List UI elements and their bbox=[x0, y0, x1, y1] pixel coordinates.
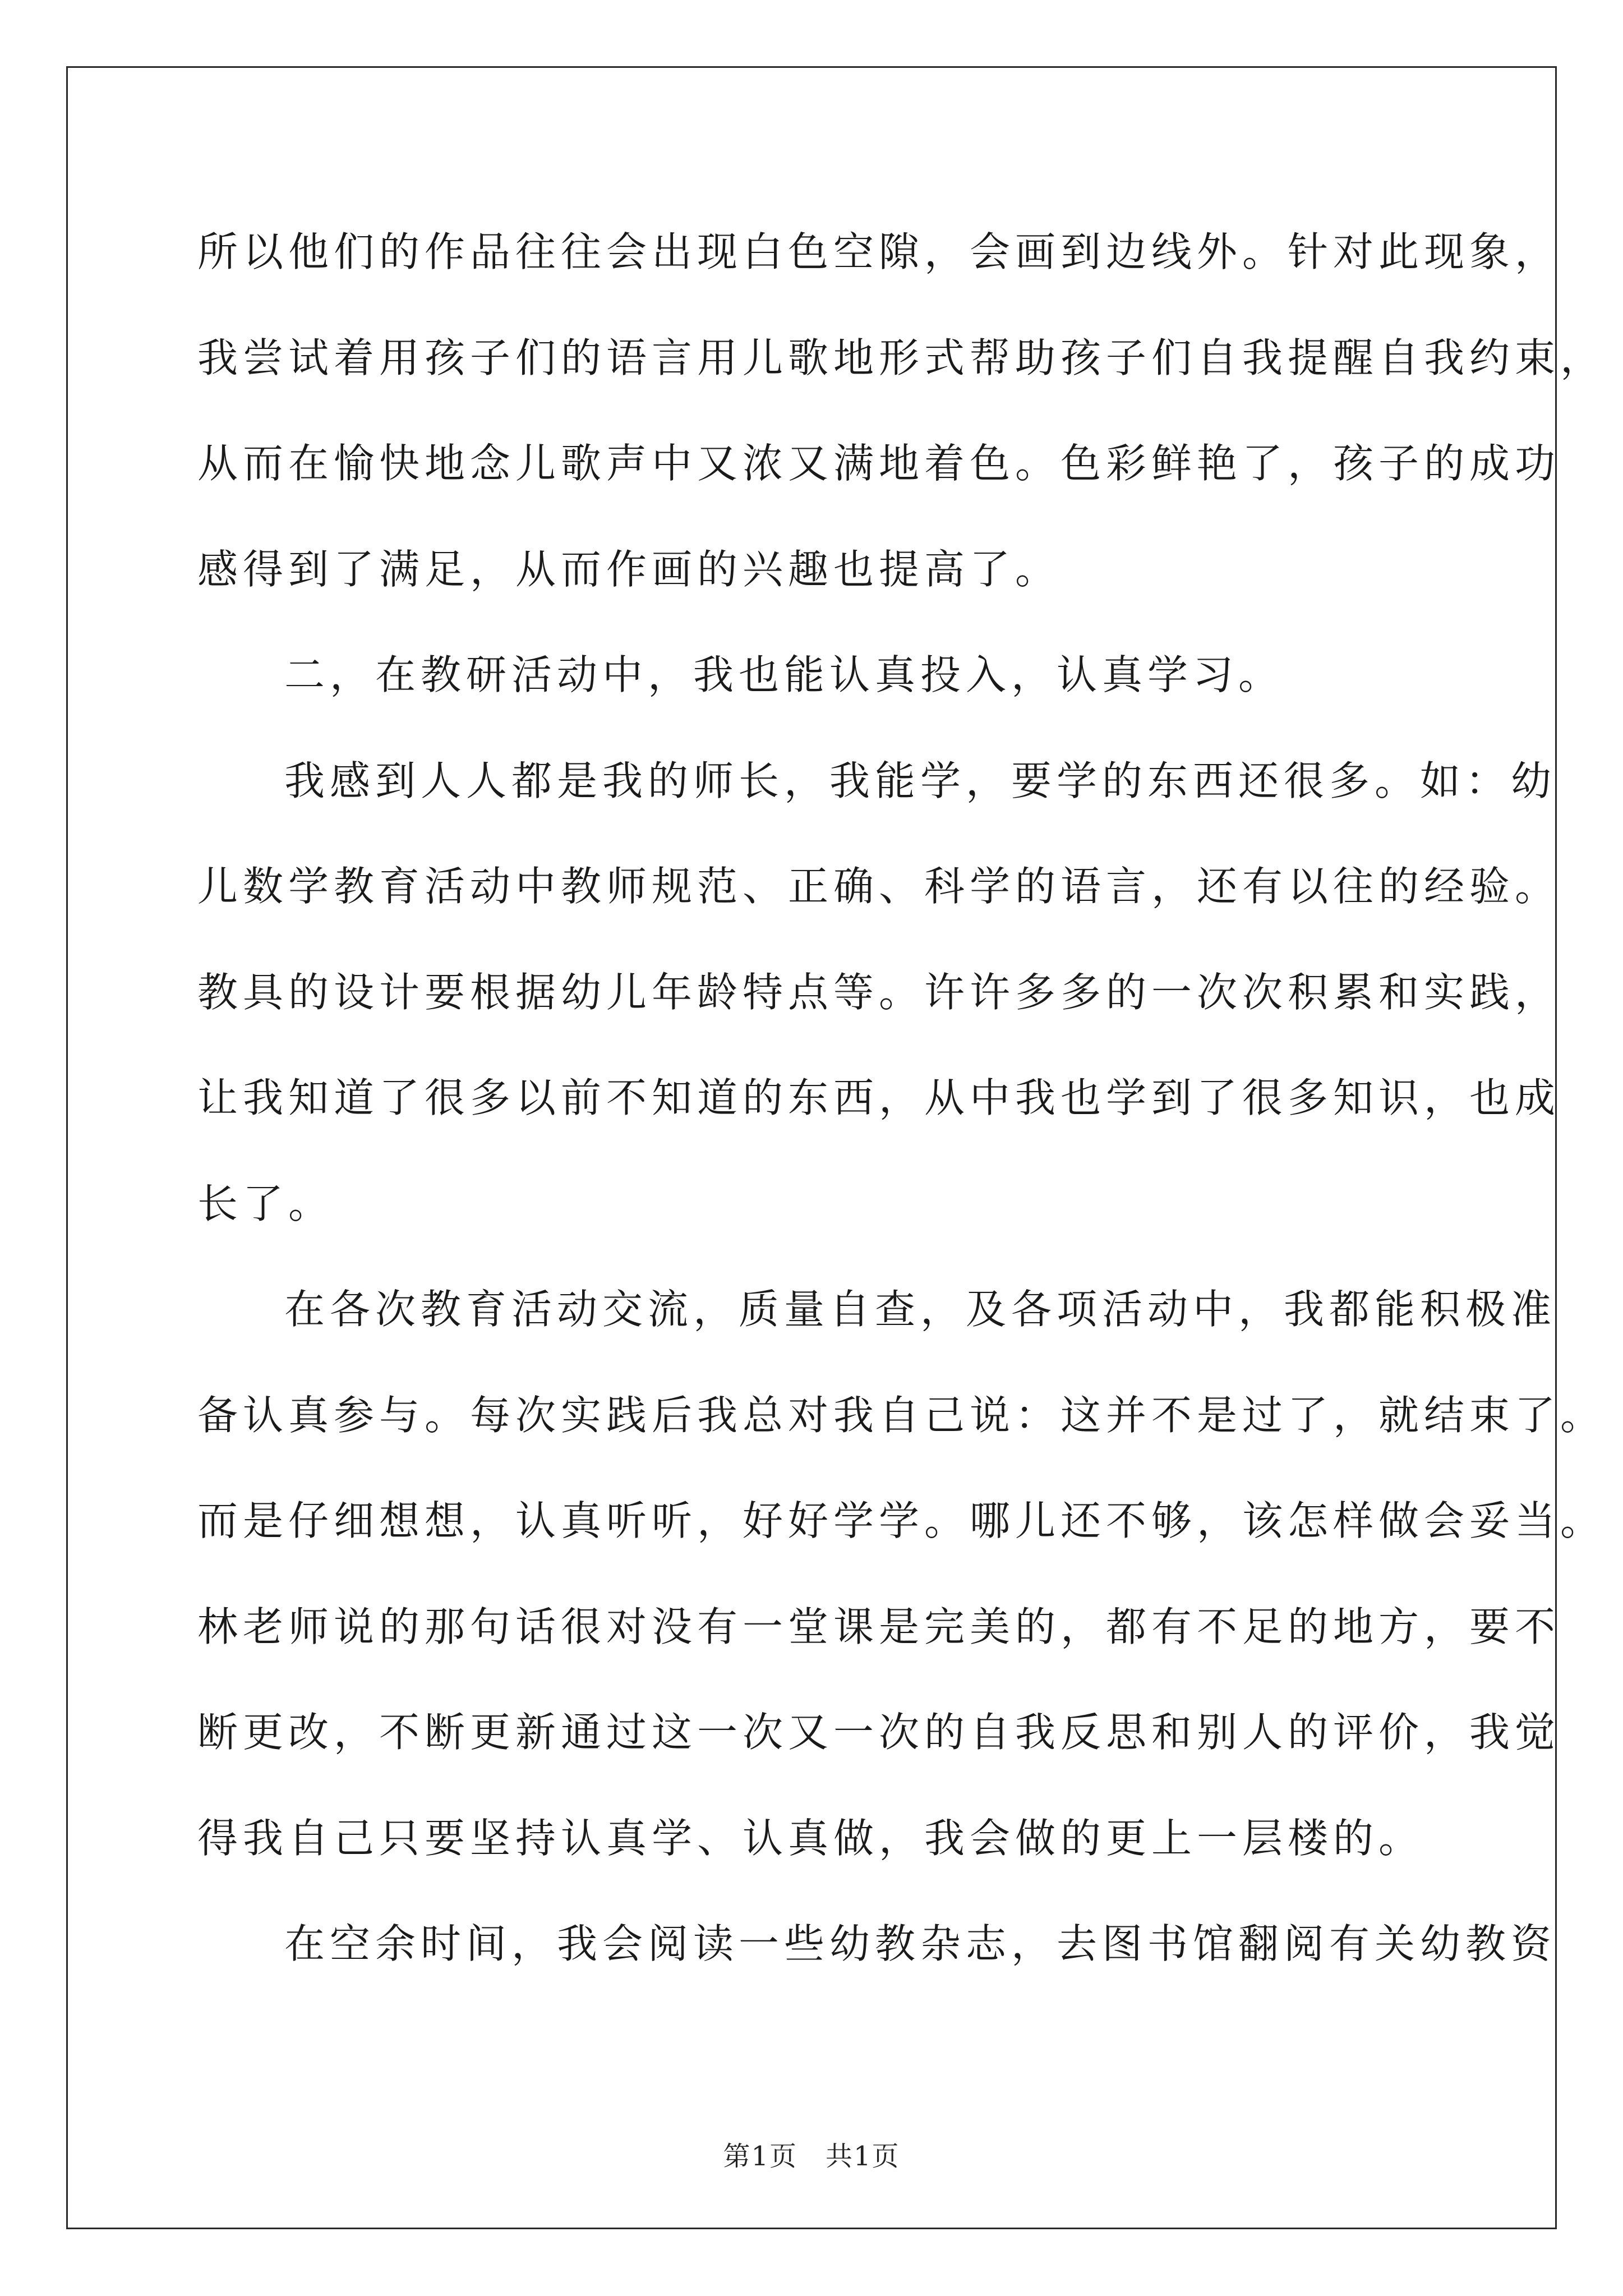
text-line: 得我自己只要坚持认真学、认真做，我会做的更上一层楼的。 bbox=[197, 1814, 1424, 1862]
paragraph-start-line: 我感到人人都是我的师长，我能学，要学的东西还很多。如：幼 bbox=[284, 757, 1557, 804]
text-line: 让我知道了很多以前不知道的东西，从中我也学到了很多知识，也成 bbox=[197, 1074, 1561, 1121]
text-line: 教具的设计要根据幼儿年龄特点等。许许多多的一次次积累和实践， bbox=[197, 968, 1561, 1016]
text-line: 从而在愉快地念儿歌声中又浓又满地着色。色彩鲜艳了，孩子的成功 bbox=[197, 440, 1561, 487]
paragraph-start-line: 在空余时间，我会阅读一些幼教杂志，去图书馆翻阅有关幼教资 bbox=[284, 1920, 1557, 1967]
paragraph-start-line: 在各次教育活动交流，质量自查，及各项活动中，我都能积极准 bbox=[284, 1286, 1557, 1333]
text-line: 长了。 bbox=[197, 1180, 334, 1227]
text-line: 断更改，不断更新通过这一次又一次的自我反思和别人的评价，我觉 bbox=[197, 1709, 1561, 1756]
document-body bbox=[197, 199, 1606, 1997]
text-line: 林老师说的那句话很对没有一堂课是完美的，都有不足的地方，要不 bbox=[197, 1603, 1561, 1650]
text-line: 所以他们的作品往往会出现白色空隙，会画到边线外。针对此现象， bbox=[197, 228, 1561, 275]
text-line: 感得到了满足，从而作画的兴趣也提高了。 bbox=[197, 545, 1061, 593]
text-line: 备认真参与。每次实践后我总对我自己说：这并不是过了，就结束了。 bbox=[197, 1391, 1606, 1439]
page-footer: 第1页 共1页 bbox=[723, 2141, 900, 2172]
text-line: 儿数学教育活动中教师规范、正确、科学的语言，还有以往的经验。 bbox=[197, 863, 1561, 910]
text-line: 我尝试着用孩子们的语言用儿歌地形式帮助孩子们自我提醒自我约束， bbox=[197, 334, 1606, 381]
text-line: 而是仔细想想，认真听听，好好学学。哪儿还不够，该怎样做会妥当。 bbox=[197, 1497, 1606, 1544]
section-heading-line: 二，在教研活动中，我也能认真投入，认真学习。 bbox=[284, 651, 1284, 698]
